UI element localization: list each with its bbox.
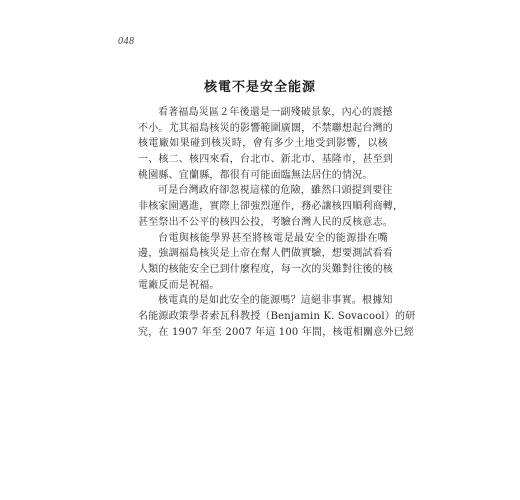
text-line: 非核家園邁進，實際上卻強烈運作，務必讓核四順利商轉， [138,201,404,213]
text-line: 可是台灣政府卻忽視這樣的危險，雖然口頭提到要往 [158,185,393,197]
text-line: 核電廠如果碰到核災時，會有多少土地受到影響，以核 [138,138,388,150]
text-line: 核電真的是如此安全的能源嗎？這絕非事實。根據知 [158,295,393,307]
page-number: 048 [118,36,135,47]
text-line: 桃園縣、宜蘭縣，都很有可能面臨無法居住的情況。 [138,169,373,181]
text-line: 看著福島災區２年後還是一副殘破景象，內心的震撼 [158,107,393,118]
paragraph-1 [138,105,393,183]
text-line: 電廠反而是祝福。 [138,279,220,291]
text-line: 一、核二、核四來看，台北市、新北市、基隆市，甚至到 [138,154,393,166]
text-line: 不小。尤其福島核災的影響範圍廣闊，不禁聯想起台灣的 [138,122,393,134]
text-line: 名能源政策學者索瓦科教授（Benjamin K. Sovacool）的研 [138,310,416,322]
text-line: 甚至祭出不公平的核四公投，考驗台灣人民的反核意志。 [138,216,393,228]
text-line: 台電與核能學界甚至將核電是最安全的能源掛在嘴 [158,232,388,244]
body-text [138,105,416,340]
paragraph-3 [138,231,393,294]
paragraph-2 [138,183,404,230]
text-line: 究，在 1907 年至 2007 年這 100 年間，核電相關意外已經 [138,326,415,338]
text-line: 人類的核能安全已到什麼程度，每一次的災難對往後的核 [138,263,393,275]
chapter-title: 核電不是安全能源 [203,80,316,95]
paragraph-4 [138,293,416,340]
text-line: 邊，強調福島核災是上帝在幫人們做實驗，想要測試看看 [138,248,393,260]
